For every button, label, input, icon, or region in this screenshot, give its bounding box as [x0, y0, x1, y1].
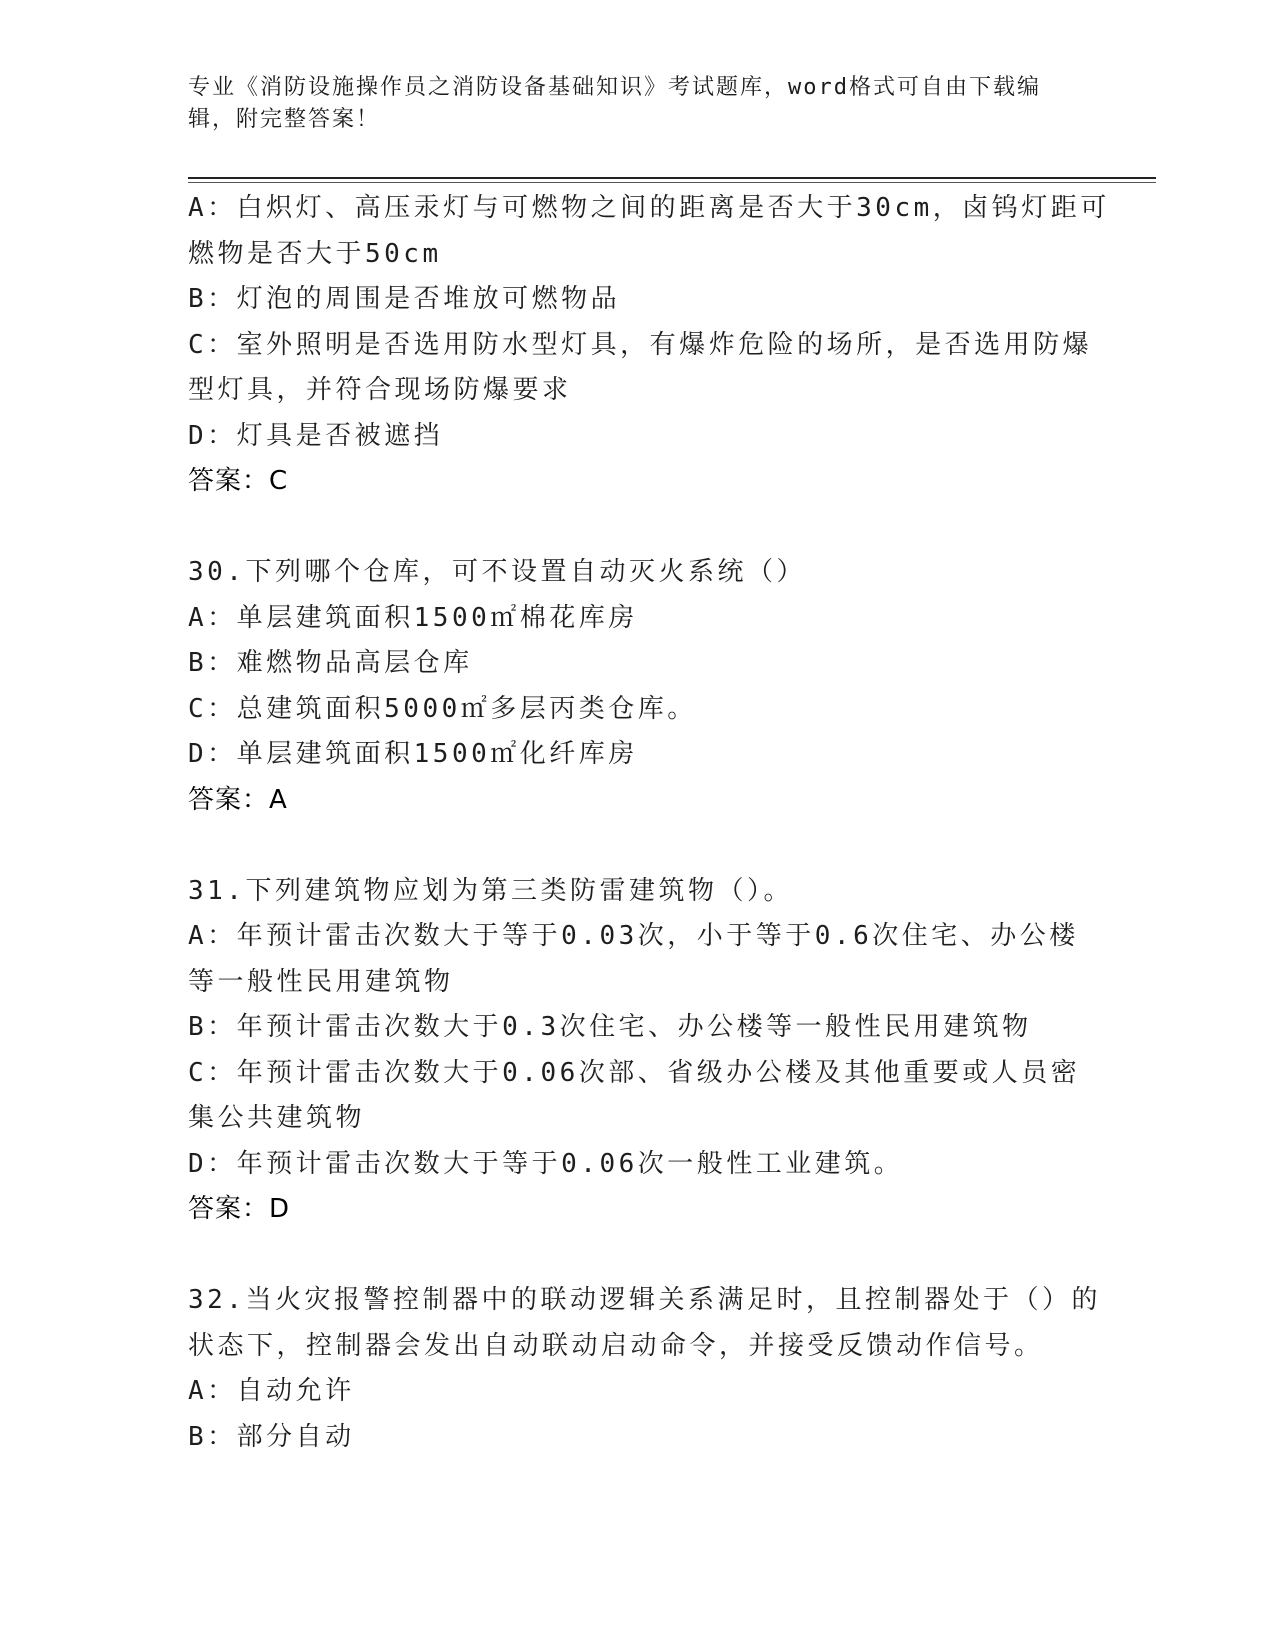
question-text-line-2: 状态下，控制器会发出自动联动启动命令，并接受反馈动作信号。 — [188, 1330, 1044, 1361]
option-a: A：自动允许 — [188, 1376, 355, 1406]
option-a-line-1: A：白炽灯、高压汞灯与可燃物之间的距离是否大于30cm，卤钨灯距可 — [188, 193, 1110, 223]
document-header — [188, 72, 1088, 136]
question-text: 30.下列哪个仓库，可不设置自动灭火系统（） — [188, 557, 806, 587]
option-c-line-1: C：室外照明是否选用防水型灯具，有爆炸危险的场所，是否选用防爆 — [188, 329, 1093, 360]
question-text-line-1: 32.当火灾报警控制器中的联动逻辑关系满足时，且控制器处于（）的 — [188, 1285, 1101, 1315]
option-b: B：难燃物品高层仓库 — [188, 648, 473, 678]
option-d: D：年预计雷击次数大于等于0.06次一般性工业建筑。 — [188, 1148, 904, 1179]
option-a: A：单层建筑面积1500㎡棉花库房 — [188, 602, 638, 633]
answer: 答案：D — [188, 1194, 291, 1224]
option-a-line-2: 等一般性民用建筑物 — [188, 966, 454, 997]
option-b: B：灯泡的周围是否堆放可燃物品 — [188, 284, 621, 314]
question-list — [188, 186, 1110, 1460]
header-line-2: 辑，附完整答案！ — [188, 107, 381, 132]
option-b: B：年预计雷击次数大于0.3次住宅、办公楼等一般性民用建筑物 — [188, 1012, 1032, 1042]
option-b: B：部分自动 — [188, 1421, 355, 1452]
option-c-line-1: C：年预计雷击次数大于0.06次部、省级办公楼及其他重要或人员密 — [188, 1057, 1081, 1088]
option-d: D：灯具是否被遮挡 — [188, 420, 444, 451]
question-29 — [188, 186, 1110, 505]
option-c: C：总建筑面积5000㎡多层丙类仓库。 — [188, 693, 697, 724]
header-line-1: 专业《消防设施操作员之消防设备基础知识》考试题库，word格式可自由下载编 — [188, 75, 1041, 100]
question-32 — [188, 1278, 1101, 1460]
spacer — [188, 1233, 1088, 1279]
header-rule-thin — [188, 182, 1156, 183]
question-30 — [188, 550, 1088, 823]
answer: 答案：C — [188, 466, 289, 496]
option-c-line-2: 型灯具，并符合现场防爆要求 — [188, 375, 572, 405]
spacer — [188, 823, 1088, 869]
option-c-line-2: 集公共建筑物 — [188, 1103, 366, 1133]
spacer — [188, 505, 1088, 551]
option-a-line-1: A：年预计雷击次数大于等于0.03次，小于等于0.6次住宅、办公楼 — [188, 921, 1079, 951]
question-31 — [188, 869, 1088, 1233]
answer: 答案：A — [188, 784, 288, 815]
option-d: D：单层建筑面积1500㎡化纤库房 — [188, 739, 638, 769]
header-rule-thick — [188, 177, 1156, 179]
question-text: 31.下列建筑物应划为第三类防雷建筑物（）。 — [188, 875, 793, 906]
option-a-line-2: 燃物是否大于50cm — [188, 238, 442, 269]
